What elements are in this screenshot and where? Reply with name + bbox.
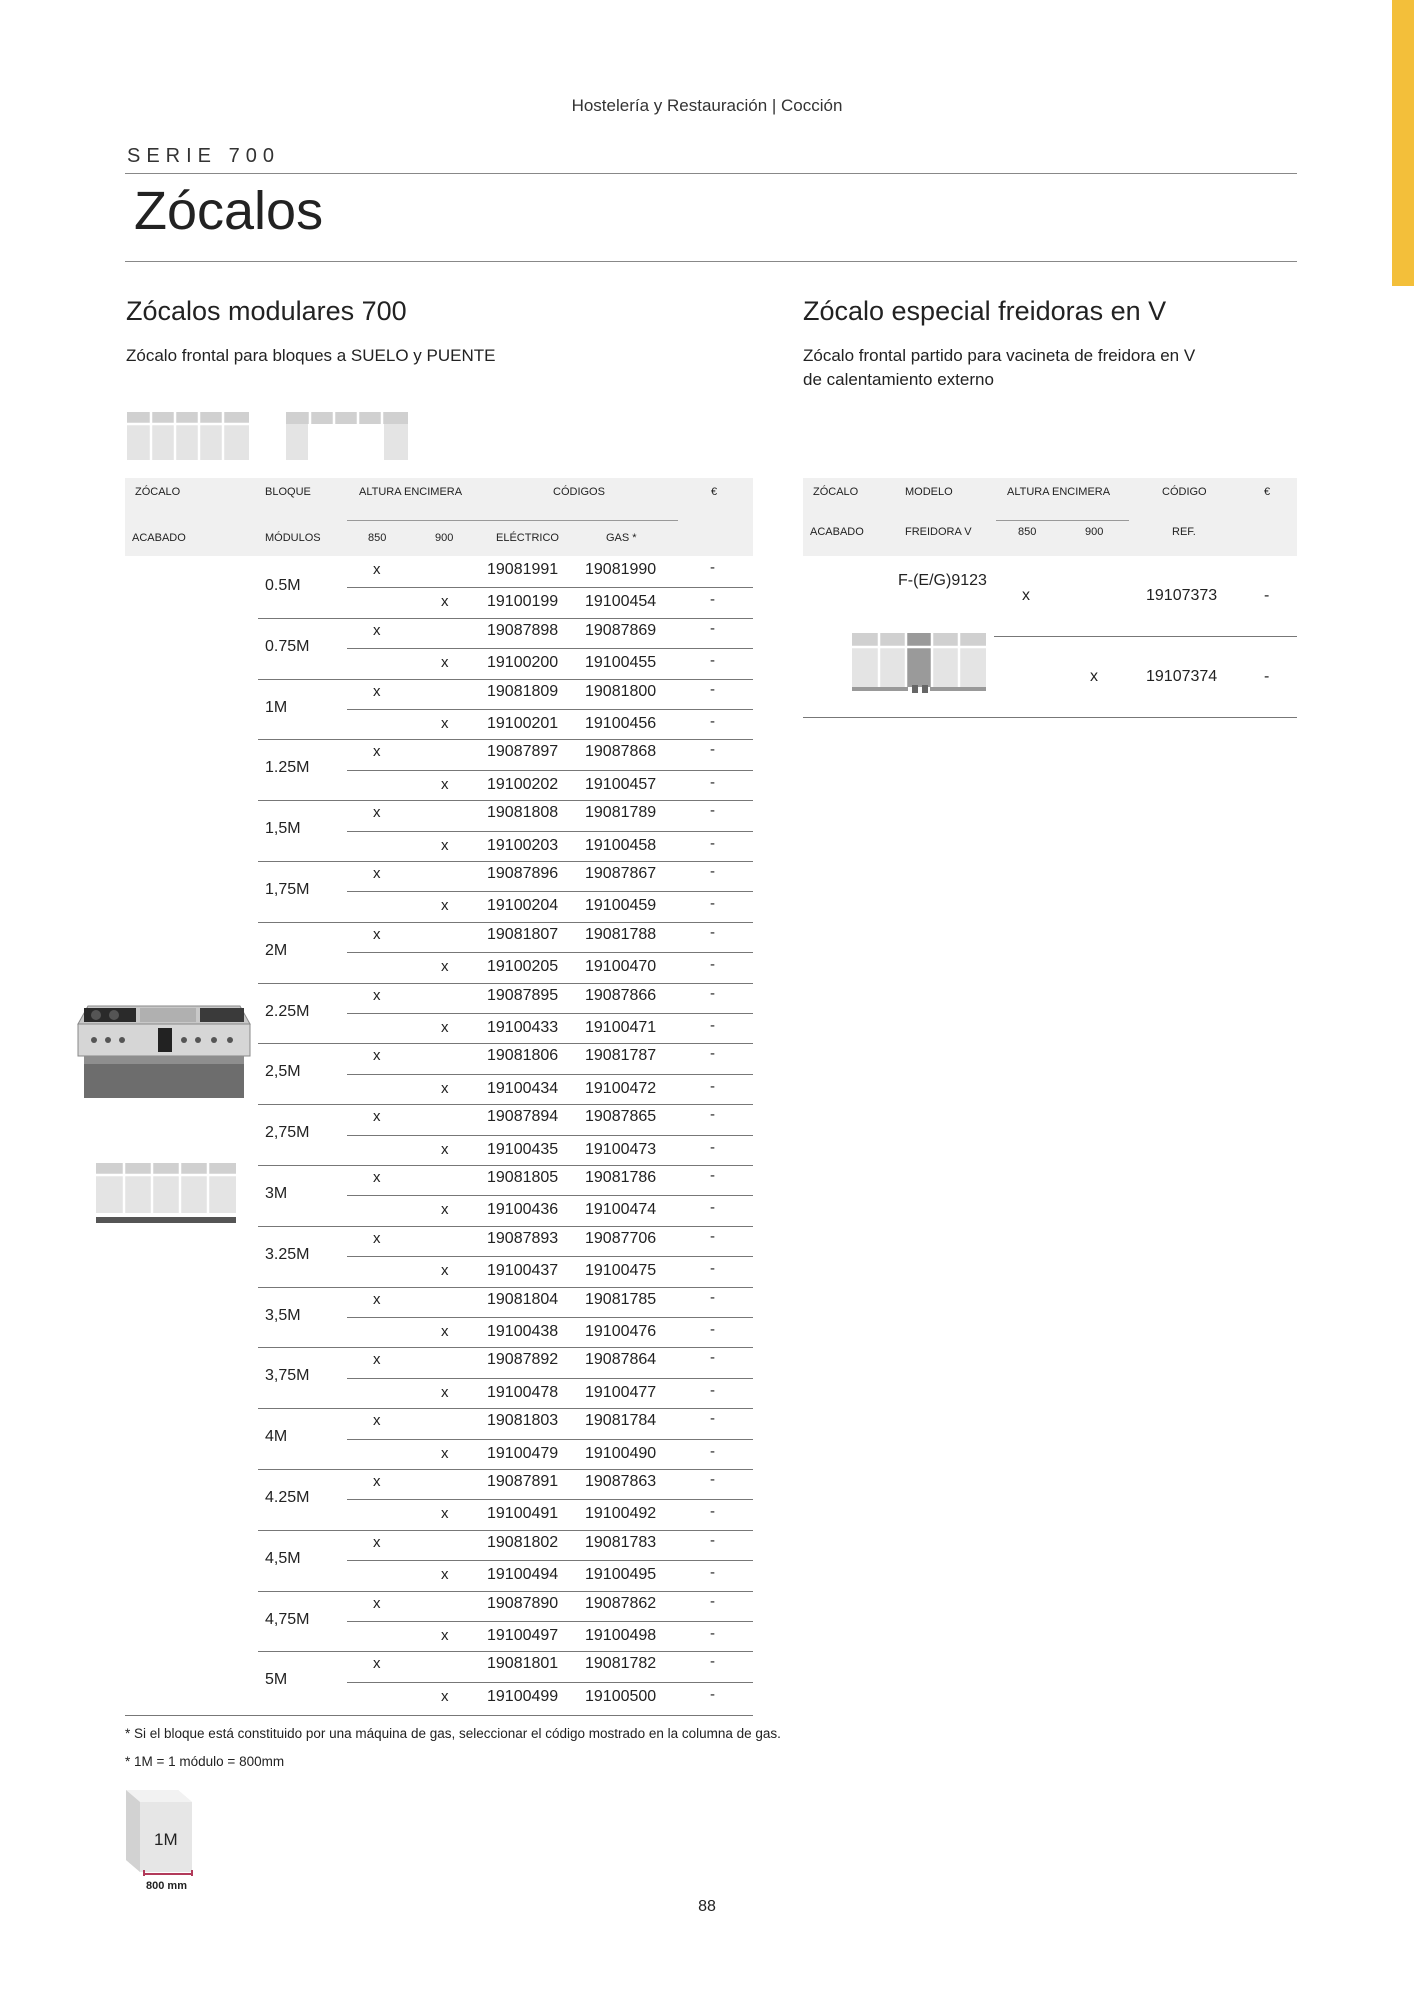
code-gas: 19087706: [585, 1229, 657, 1247]
rth-zocalo: ZÓCALO: [813, 486, 859, 498]
price: -: [710, 1381, 715, 1399]
note-module: * 1M = 1 módulo = 800mm: [125, 1754, 285, 1769]
mark-900: x: [441, 1505, 449, 1523]
th-euro: €: [711, 486, 718, 498]
series-label: SERIE 700: [127, 145, 280, 167]
price: -: [710, 1442, 715, 1460]
code-gas: 19100490: [585, 1444, 657, 1462]
price: -: [710, 619, 715, 637]
module-label: 0.5M: [265, 577, 301, 594]
row-divider: [347, 1682, 753, 1683]
row-divider: [347, 1013, 753, 1014]
module-label: 2.25M: [265, 1002, 310, 1020]
group-divider: [258, 1347, 753, 1348]
row-divider: [347, 770, 753, 771]
mark-900: x: [441, 715, 449, 732]
group-divider: [258, 1530, 753, 1531]
group-divider: [258, 861, 753, 862]
code-electrico: 19087896: [487, 865, 559, 882]
code-electrico: 19081805: [487, 1169, 559, 1186]
right-model: F-(E/G)9123: [898, 572, 987, 589]
rth-codigo: CÓDIGO: [1162, 486, 1207, 498]
price: -: [710, 559, 715, 576]
code-electrico: 19081803: [487, 1412, 559, 1430]
code-gas: 19081800: [585, 682, 657, 700]
code-electrico: 19087894: [487, 1108, 559, 1126]
price: -: [710, 1227, 715, 1245]
group-divider: [258, 983, 753, 984]
code-gas: 19100500: [585, 1687, 657, 1705]
th-codigos-rule: [481, 520, 678, 521]
mark-900: x: [441, 1019, 449, 1036]
group-divider: [258, 1165, 753, 1166]
code-gas: 19081789: [585, 804, 657, 822]
mark-900: x: [441, 836, 449, 854]
price: -: [710, 1199, 715, 1217]
code-electrico: 19100497: [487, 1627, 559, 1644]
price: -: [710, 1138, 715, 1156]
code-electrico: 19100499: [487, 1687, 559, 1705]
rth-ref: REF.: [1172, 526, 1196, 538]
code-gas: 19087867: [585, 865, 657, 882]
module-label: 4M: [265, 1428, 288, 1446]
page-title: Zócalos: [134, 181, 324, 241]
price: -: [710, 741, 715, 759]
code-electrico: 19081991: [487, 561, 559, 578]
mark-900: x: [441, 1079, 449, 1097]
price: -: [710, 802, 715, 820]
row-divider: [347, 1560, 753, 1561]
code-electrico: 19100201: [487, 715, 559, 732]
code-electrico: 19087897: [487, 743, 559, 761]
code-gas: 19081785: [585, 1290, 657, 1308]
code-electrico: 19087890: [487, 1594, 559, 1612]
mark-850: x: [373, 743, 381, 761]
row-divider: [347, 648, 753, 649]
code-electrico: 19100436: [487, 1201, 559, 1219]
mark-850: x: [373, 1594, 381, 1612]
code-electrico: 19100200: [487, 654, 559, 672]
code-gas: 19100456: [585, 715, 657, 732]
top-rule: [125, 173, 1297, 174]
code-electrico: 19100437: [487, 1262, 559, 1280]
code-gas: 19100454: [585, 593, 657, 611]
th-codigos: CÓDIGOS: [553, 486, 605, 498]
group-divider: [258, 1104, 753, 1105]
module-label: 2,75M: [265, 1124, 310, 1142]
price: -: [710, 984, 715, 1002]
price: -: [710, 1106, 715, 1124]
code-gas: 19081787: [585, 1047, 657, 1065]
code-gas: 19100477: [585, 1383, 657, 1401]
code-electrico: 19100199: [487, 593, 559, 611]
left-section-subtitle: Zócalo frontal para bloques a SUELO y PUENTE: [126, 346, 496, 365]
mark-900: x: [441, 1140, 449, 1158]
mark-850: x: [373, 1229, 381, 1247]
row-divider: [347, 1074, 753, 1075]
code-electrico: 19081807: [487, 925, 559, 943]
code-electrico: 19100438: [487, 1323, 559, 1340]
zocalo-diagram: [96, 1163, 236, 1230]
rth-euro: €: [1264, 486, 1271, 498]
module-label: 4,75M: [265, 1610, 310, 1628]
row-divider: [347, 1499, 753, 1500]
price: -: [710, 591, 715, 609]
row-divider: [347, 831, 753, 832]
group-divider: [258, 1226, 753, 1227]
code-electrico: 19081808: [487, 804, 559, 822]
mark-850: x: [373, 561, 381, 578]
mark-850: x: [373, 1412, 381, 1430]
mark-900: x: [441, 1262, 449, 1280]
row-divider: [347, 1317, 753, 1318]
price: -: [710, 1167, 715, 1184]
row-divider: [347, 1439, 753, 1440]
mark-850: x: [373, 1473, 381, 1490]
module-size-icon: [122, 1786, 202, 1896]
mark-900: x: [441, 1687, 449, 1705]
th-modulos: MÓDULOS: [265, 532, 321, 544]
price: -: [710, 1288, 715, 1306]
th-850: 850: [368, 532, 387, 544]
code-gas: 19081782: [585, 1655, 657, 1673]
module-icon-label: 1M: [154, 1830, 178, 1849]
row-divider: [347, 1256, 753, 1257]
code-gas: 19100474: [585, 1201, 657, 1219]
note-gas: * Si el bloque está constituido por una máquina de gas, seleccionar el código mostrado en la columna de gas.: [125, 1726, 781, 1741]
price: -: [710, 1685, 715, 1703]
price: -: [710, 863, 715, 880]
mark-850: x: [373, 1108, 381, 1126]
module-label: 2,5M: [265, 1063, 301, 1081]
mark-850: x: [373, 1351, 381, 1369]
th-zocalo: ZÓCALO: [135, 486, 181, 498]
module-label: 1.25M: [265, 759, 310, 777]
mark-900: x: [441, 958, 449, 976]
code-gas: 19081990: [585, 561, 657, 578]
right-row-1-x: x: [1022, 587, 1030, 604]
code-gas: 19087864: [585, 1351, 657, 1369]
group-divider: [258, 922, 753, 923]
right-row-divider: [994, 636, 1297, 637]
mark-850: x: [373, 621, 381, 639]
mark-850: x: [373, 1655, 381, 1673]
rth-modelo: MODELO: [905, 486, 953, 498]
code-gas: 19081788: [585, 925, 657, 943]
code-gas: 19100457: [585, 775, 657, 793]
accent-bar: [1392, 0, 1414, 286]
code-electrico: 19100434: [487, 1079, 559, 1097]
code-electrico: 19100478: [487, 1383, 559, 1401]
module-label: 4,5M: [265, 1549, 301, 1567]
right-row-2-x: x: [1090, 668, 1098, 685]
price: -: [710, 834, 715, 852]
fryer-diagram: [852, 633, 986, 698]
price: -: [710, 1564, 715, 1582]
code-gas: 19100475: [585, 1262, 657, 1280]
code-gas: 19081783: [585, 1533, 657, 1551]
code-electrico: 19100479: [487, 1444, 559, 1462]
row-divider: [347, 952, 753, 953]
mark-900: x: [441, 897, 449, 915]
code-electrico: 19081806: [487, 1047, 559, 1065]
code-gas: 19100473: [585, 1140, 657, 1158]
code-gas: 19100459: [585, 897, 657, 915]
module-label: 0.75M: [265, 637, 310, 655]
code-electrico: 19100204: [487, 897, 559, 915]
th-altura-rule: [347, 520, 481, 521]
mark-900: x: [441, 1566, 449, 1584]
price: -: [710, 895, 715, 913]
code-electrico: 19081801: [487, 1655, 559, 1673]
row-divider: [347, 709, 753, 710]
code-gas: 19100455: [585, 654, 657, 672]
code-electrico: 19087898: [487, 621, 559, 639]
rth-altura: ALTURA ENCIMERA: [1007, 486, 1111, 498]
code-electrico: 19081804: [487, 1290, 559, 1308]
mark-850: x: [373, 865, 381, 882]
mark-850: x: [373, 1533, 381, 1551]
code-electrico: 19087893: [487, 1229, 559, 1247]
price: -: [710, 1260, 715, 1278]
code-electrico: 19100491: [487, 1505, 559, 1523]
th-acabado: ACABADO: [132, 532, 186, 544]
module-label: 1,75M: [265, 881, 310, 898]
price: -: [710, 1531, 715, 1549]
code-electrico: 19100494: [487, 1566, 559, 1584]
price: -: [710, 1592, 715, 1610]
code-electrico: 19100203: [487, 836, 559, 854]
rth-altura-rule: [996, 520, 1129, 521]
mark-850: x: [373, 682, 381, 700]
mark-850: x: [373, 1290, 381, 1308]
module-label: 5M: [265, 1671, 288, 1689]
row-divider: [347, 1135, 753, 1136]
price: -: [710, 680, 715, 698]
code-gas: 19081784: [585, 1412, 657, 1430]
rth-freidora: FREIDORA V: [905, 526, 972, 538]
th-altura: ALTURA ENCIMERA: [359, 486, 463, 498]
code-gas: 19087862: [585, 1594, 657, 1612]
group-divider: [258, 1408, 753, 1409]
row-divider: [347, 891, 753, 892]
price: -: [710, 1349, 715, 1367]
price: -: [710, 1503, 715, 1521]
group-divider: [258, 1469, 753, 1470]
price: -: [710, 1077, 715, 1095]
code-gas: 19087865: [585, 1108, 657, 1126]
code-gas: 19100495: [585, 1566, 657, 1584]
mark-900: x: [441, 1627, 449, 1644]
price: -: [710, 1471, 715, 1488]
row-divider: [347, 1378, 753, 1379]
code-gas: 19087866: [585, 986, 657, 1004]
group-divider: [258, 1591, 753, 1592]
module-icon-dimension: 800 mm: [146, 1880, 187, 1892]
code-gas: 19100471: [585, 1019, 657, 1036]
code-gas: 19100458: [585, 836, 657, 854]
module-label: 1M: [265, 698, 288, 716]
mark-850: x: [373, 1047, 381, 1065]
group-divider: [258, 739, 753, 740]
code-electrico: 19087891: [487, 1473, 559, 1490]
price: -: [710, 956, 715, 974]
code-electrico: 19087895: [487, 986, 559, 1004]
mark-850: x: [373, 804, 381, 822]
cooking-block-image: [74, 1004, 254, 1109]
code-electrico: 19100202: [487, 775, 559, 793]
mark-900: x: [441, 1201, 449, 1219]
page-header: Hostelería y Restauración | Cocción: [571, 96, 843, 115]
code-electrico: 19100205: [487, 958, 559, 976]
price: -: [710, 773, 715, 791]
module-diagram-bridge: [286, 412, 408, 465]
group-divider: [258, 1651, 753, 1652]
group-divider: [258, 679, 753, 680]
price: -: [710, 1625, 715, 1642]
right-row-2-price: -: [1264, 668, 1270, 685]
code-gas: 19087869: [585, 621, 657, 639]
price: -: [710, 1321, 715, 1338]
module-label: 3M: [265, 1185, 288, 1202]
code-gas: 19081786: [585, 1169, 657, 1186]
code-electrico: 19100435: [487, 1140, 559, 1158]
group-divider: [258, 1043, 753, 1044]
price: -: [710, 1017, 715, 1034]
price: -: [710, 1410, 715, 1428]
right-section-subtitle-2: de calentamiento externo: [803, 370, 994, 389]
rth-900: 900: [1085, 526, 1104, 538]
module-label: 2M: [265, 941, 288, 959]
left-section-title: Zócalos modulares 700: [126, 296, 407, 326]
right-table-bottom: [803, 717, 1297, 718]
mark-850: x: [373, 1169, 381, 1186]
module-label: 4.25M: [265, 1489, 310, 1506]
code-electrico: 19081802: [487, 1533, 559, 1551]
mark-850: x: [373, 986, 381, 1004]
module-label: 3,75M: [265, 1367, 310, 1385]
module-label: 3.25M: [265, 1245, 310, 1263]
mark-850: x: [373, 925, 381, 943]
code-electrico: 19081809: [487, 682, 559, 700]
group-divider: [258, 618, 753, 619]
mark-900: x: [441, 593, 449, 611]
mark-900: x: [441, 775, 449, 793]
price: -: [710, 1653, 715, 1671]
mark-900: x: [441, 1383, 449, 1401]
code-electrico: 19100433: [487, 1019, 559, 1036]
rth-acabado: ACABADO: [810, 526, 864, 538]
code-gas: 19100492: [585, 1505, 657, 1523]
code-gas: 19087868: [585, 743, 657, 761]
table-bottom-rule: [125, 1715, 753, 1716]
code-gas: 19100470: [585, 958, 657, 976]
code-gas: 19100472: [585, 1079, 657, 1097]
code-gas: 19100498: [585, 1627, 657, 1644]
mark-900: x: [441, 654, 449, 672]
module-label: 1,5M: [265, 820, 301, 838]
code-gas: 19100476: [585, 1323, 657, 1340]
th-900: 900: [435, 532, 454, 544]
row-divider: [347, 1195, 753, 1196]
module-diagram-floor: [127, 412, 249, 465]
row-divider: [347, 587, 753, 588]
right-row-1-code: 19107373: [1146, 587, 1218, 604]
right-section-title: Zócalo especial freidoras en V: [803, 296, 1167, 326]
row-divider: [347, 1621, 753, 1622]
right-row-2-code: 19107374: [1146, 668, 1218, 685]
mark-900: x: [441, 1323, 449, 1340]
th-gas: GAS *: [606, 532, 637, 544]
group-divider: [258, 800, 753, 801]
mark-900: x: [441, 1444, 449, 1462]
price: -: [710, 923, 715, 941]
right-row-1-price: -: [1264, 587, 1270, 604]
code-gas: 19087863: [585, 1473, 657, 1490]
group-divider: [258, 1287, 753, 1288]
right-section-subtitle-1: Zócalo frontal partido para vacineta de freidora en V: [803, 346, 1196, 365]
code-electrico: 19087892: [487, 1351, 559, 1369]
rth-850: 850: [1018, 526, 1037, 538]
price: -: [710, 1045, 715, 1063]
th-bloque: BLOQUE: [265, 486, 311, 498]
page-number: 88: [698, 1898, 716, 1915]
title-rule: [125, 261, 1297, 262]
price: -: [710, 713, 715, 730]
module-label: 3,5M: [265, 1306, 301, 1324]
price: -: [710, 652, 715, 670]
th-electrico: ELÉCTRICO: [496, 532, 559, 544]
